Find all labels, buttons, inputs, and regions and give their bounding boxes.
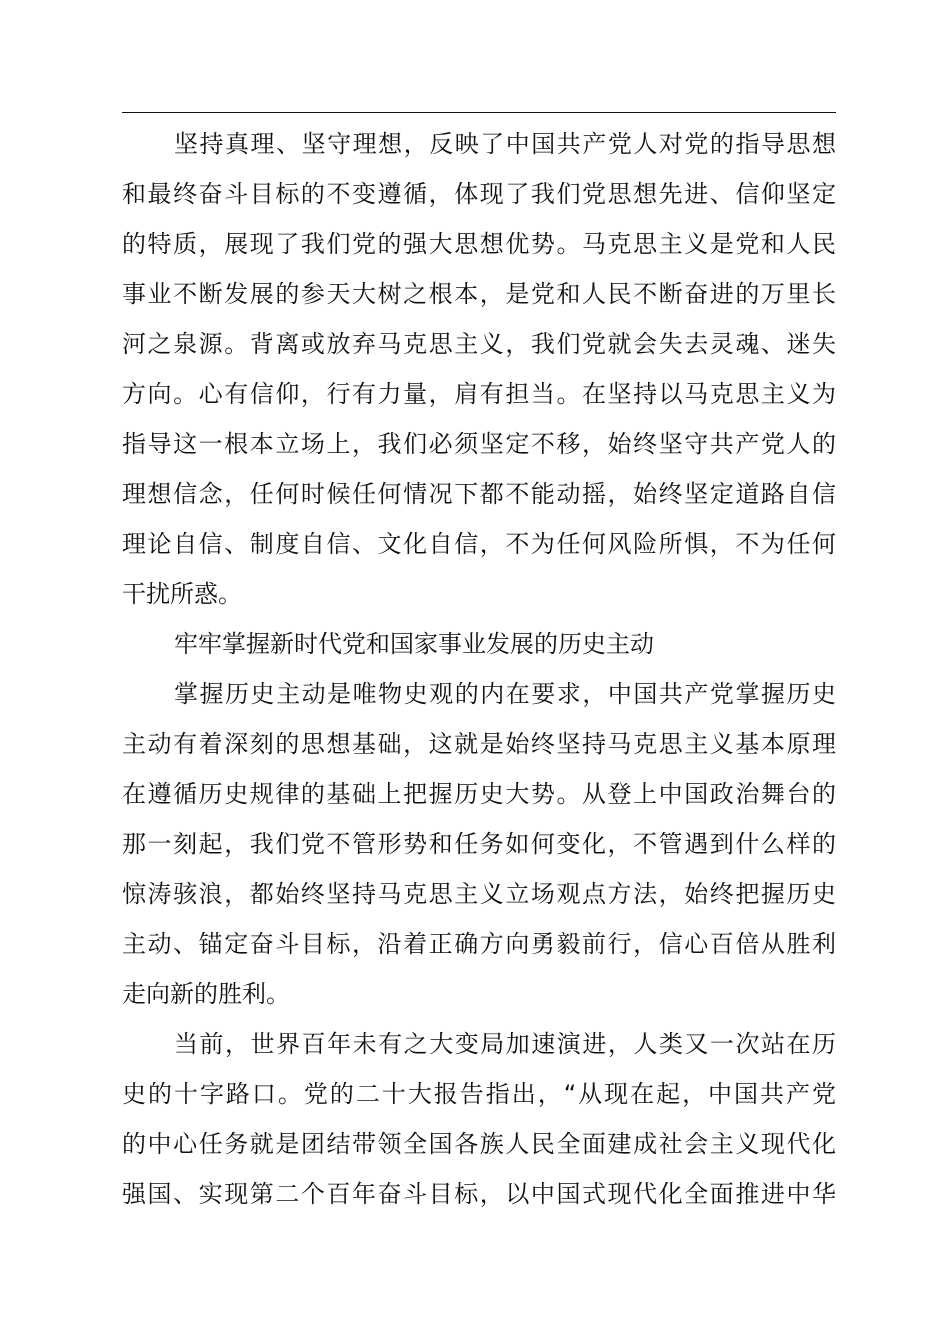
paragraph-line: 和最终奋斗目标的不变遵循，体现了我们党思想先进、信仰坚定 xyxy=(122,180,836,208)
paragraph-line: 走向新的胜利。 xyxy=(122,980,290,1008)
header-rule xyxy=(122,112,836,113)
paragraph-line: 方向。心有信仰，行有力量，肩有担当。在坚持以马克思主义为 xyxy=(122,380,836,408)
document-body xyxy=(122,119,836,1219)
paragraph-line: 的中心任务就是团结带领全国各族人民全面建成社会主义现代化 xyxy=(122,1130,836,1158)
paragraph-line: 主动、锚定奋斗目标，沿着正确方向勇毅前行，信心百倍从胜利 xyxy=(122,930,836,958)
paragraph-line: 那一刻起，我们党不管形势和任务如何变化，不管遇到什么样的 xyxy=(122,830,836,858)
paragraph-line: 惊涛骇浪，都始终坚持马克思主义立场观点方法，始终把握历史 xyxy=(122,880,836,908)
paragraph-line: 指导这一根本立场上，我们必须坚定不移，始终坚守共产党人的 xyxy=(122,430,836,458)
paragraph-line: 事业不断发展的参天大树之根本，是党和人民不断奋进的万里长 xyxy=(122,280,836,308)
paragraph-line: 的特质，展现了我们党的强大思想优势。马克思主义是党和人民 xyxy=(122,230,836,258)
paragraph-line: 干扰所惑。 xyxy=(122,580,242,608)
paragraph-line: 主动有着深刻的思想基础，这就是始终坚持马克思主义基本原理 xyxy=(122,730,836,758)
paragraph-line: 理想信念，任何时候任何情况下都不能动摇，始终坚定道路自信 xyxy=(122,480,836,508)
paragraph-line: 坚持真理、坚守理想，反映了中国共产党人对党的指导思想 xyxy=(174,130,836,158)
paragraph-line: 强国、实现第二个百年奋斗目标，以中国式现代化全面推进中华 xyxy=(122,1180,836,1208)
paragraph-line: 史的十字路口。党的二十大报告指出，“从现在起，中国共产党 xyxy=(122,1080,836,1108)
paragraph-line: 理论自信、制度自信、文化自信，不为任何风险所惧，不为任何 xyxy=(122,530,836,558)
section-heading: 牢牢掌握新时代党和国家事业发展的历史主动 xyxy=(174,630,654,658)
paragraph-line: 在遵循历史规律的基础上把握历史大势。从登上中国政治舞台的 xyxy=(122,780,836,808)
paragraph-line: 掌握历史主动是唯物史观的内在要求，中国共产党掌握历史 xyxy=(174,680,836,708)
paragraph-line: 河之泉源。背离或放弃马克思主义，我们党就会失去灵魂、迷失 xyxy=(122,330,836,358)
paragraph-line: 当前，世界百年未有之大变局加速演进，人类又一次站在历 xyxy=(174,1030,836,1058)
